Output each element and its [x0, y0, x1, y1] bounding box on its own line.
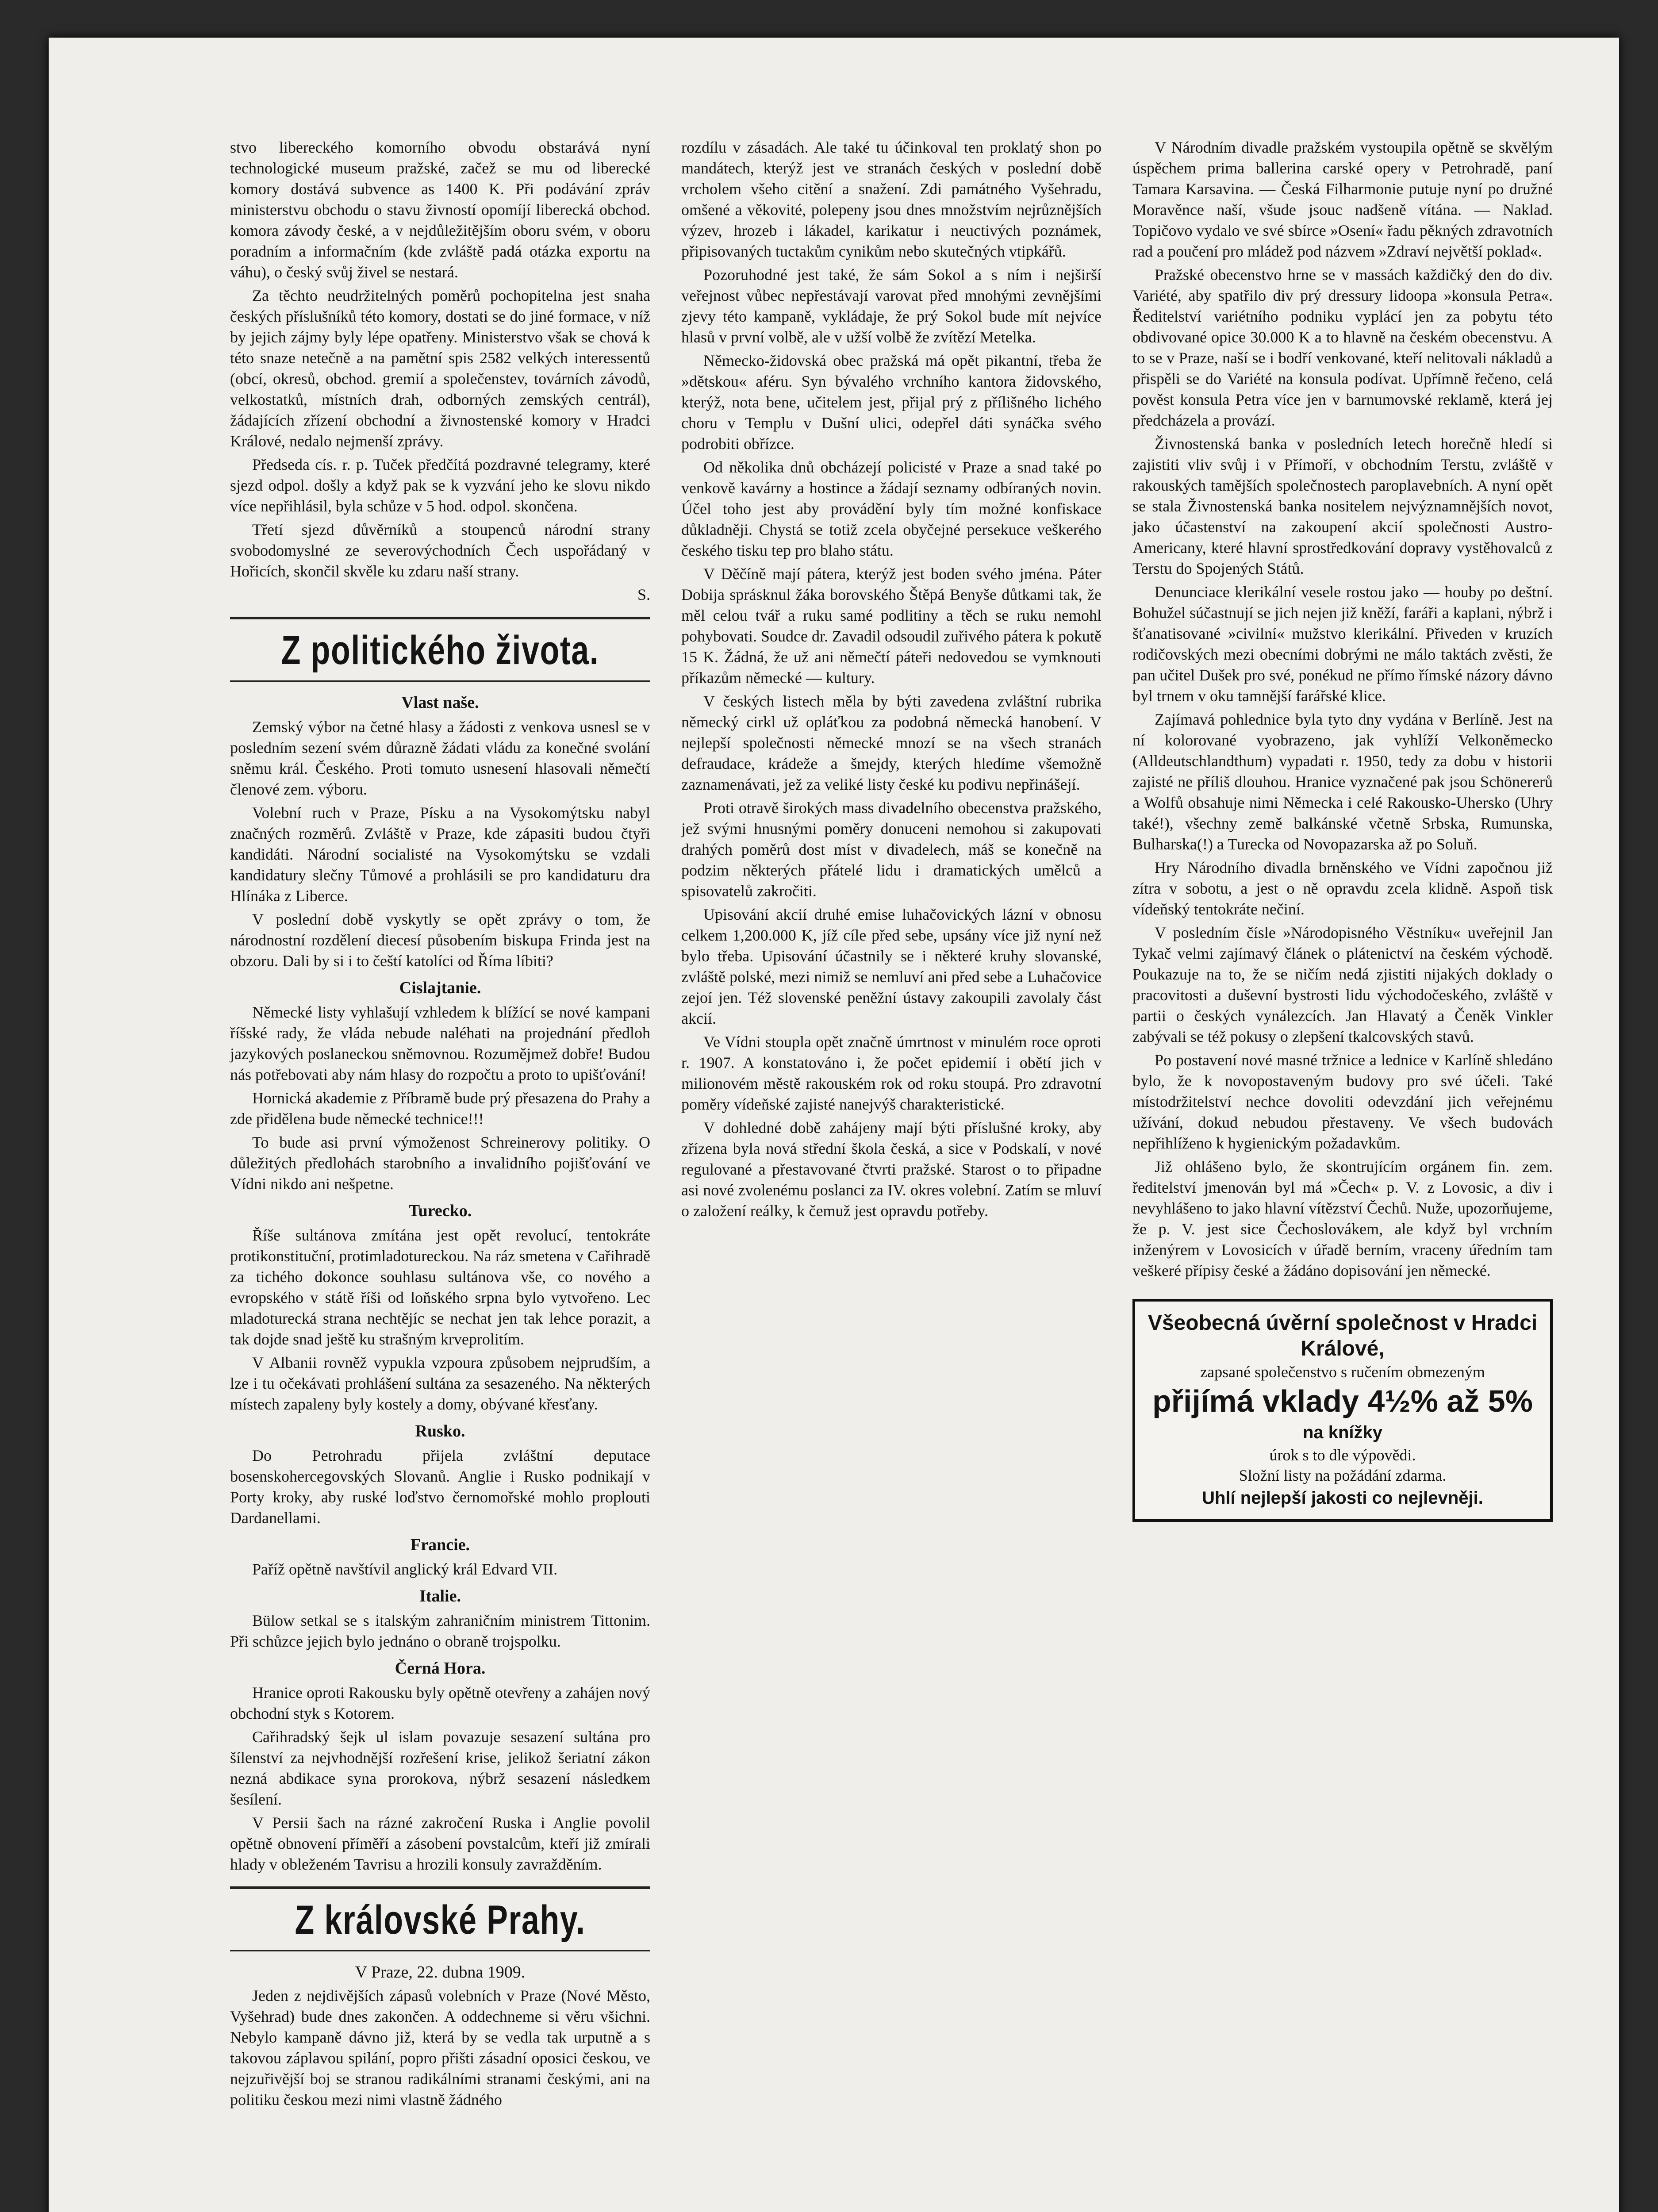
- paragraph: Předseda cís. r. p. Tuček předčítá pozdravné telegramy, které sjezd odpol. došly a když pak se k vyzvání jeho ke slovu nikdo více nepřihlásil, byla schůze v 5 hod. odpol. skončena.: [230, 456, 650, 515]
- ad-notice-line: úrok s to dle výpovědi.: [1269, 1446, 1416, 1464]
- paragraph: V Persii šach na rázné zakročení Ruska i Anglie povolil opětně obnovení příměří a zásobení povstalcům, kteří již zmírali hlady v obleženém Tavrisu a hrozili konsuly zavražděním.: [230, 1814, 650, 1873]
- paragraph: Od několika dnů obcházejí policisté v Praze a snad také po venkově kavárny a hostince a žádají seznamy odbíraných novin. Účel toho jest aby provádění byly tím možné konfiskace důkladněji. Chystá se totiž zcela obyčejné persekuce veškerého českého tisku tep pro blaho státu.: [681, 458, 1101, 559]
- paragraph: Cařihradský šejk ul islam povazuje sesazení sultána pro šílenství za nejvhodnější rozřešení krise, jelikož šeriatní zákon nezná abdikace syna prorokova, nýbrž sesazení následkem šesílení.: [230, 1728, 650, 1808]
- subsection-title: Italie.: [419, 1587, 461, 1605]
- paragraph: Pozoruhodné jest také, že sám Sokol a s ním i nejširší veřejnost vůbec nepřestávají varovat před mnohými zevnějšími zjevy této kampaně, vykládaje, že prý Sokol bude mít nejvíce hlasů v první volbě, ale v užší volbě že zvítězí Metelka.: [681, 266, 1101, 346]
- paragraph: Denunciace klerikální vesele rostou jako — houby po deštní. Bohužel súčastnují se jich nejen již kněží, faráři a kaplani, nýbrž i šťanatisované »civilní« mužstvo klerikální. Přiveden v kruzích rodičovských mezi obecními dobrými ne málo taktách zvěsti, že pan učitel Dušek pro své, ponékud ne přímo římské názory dávno byl trnem v oku tamnější farářské klice.: [1132, 583, 1553, 705]
- paragraph: Paříž opětně navštívil anglický král Edvard VII.: [252, 1560, 558, 1578]
- section-headline-prague: Z královské Prahy.: [295, 1897, 586, 1943]
- paragraph: V posledním čísle »Národopisného Věstníku« uveřejnil Jan Tykač velmi zajímavý článek o plátenictví na českém východě. Poukazuje na to, že se ničím nedá zjistiti nijakých doklady o pracovitosti a duševní bystrosti lidu východočeského, zvláště v partii o českých vynálezcích. Jan Hlavatý a Čeněk Vinkler zabývali se též pokusy o zlepšení tkalcovských stavů.: [1132, 924, 1553, 1045]
- subsection-title: Vlast naše.: [401, 693, 479, 712]
- paragraph: Do Petrohradu přijela zvláštní deputace bosenskohercegovských Slovanů. Anglie i Rusko podnikají v Porty kroky, aby ruské loďstvo černomořské mohlo proplouti Dardanellami.: [230, 1447, 650, 1527]
- paragraph: V Albanii rovněž vypukla vzpoura způsobem nejprudším, a lze i tu očekávati prohlášení sultána za sesazeného. Na některých místech zapaleny byly kostely a domy, obývané křesťany.: [230, 1354, 650, 1413]
- paragraph: Německé listy vyhlašují vzhledem k blížící se nové kampani říšské rady, že vláda nebude naléhati na projednání předloh jazykových poslaneckou sněmovnou. Rozumějmež dobře! Budou nás potřebovati aby nám hlasy do rozpočtu a proto to upišťování!: [230, 1003, 650, 1083]
- paragraph: Za těchto neudržitelných poměrů pochopitelna jest snaha českých příslušníků této komory, dostati se do jiné formace, v níž by jejich zájmy byly lépe opatřeny. Ministerstvo však se chová k této snaze netečně a na pamětní spis 2582 velkých interessentů (obcí, okresů, obchod. gremií a společenstev, továrních závodů, velkostatků, místních drah, odborných zemských centrál), žádajících zřízení obchodní a živnostenské komory v Hradci Králové, nedalo nejmenší zprávy.: [230, 287, 650, 450]
- column-2: [681, 137, 1101, 1224]
- ad-coal-line: Uhlí nejlepší jakosti co nejlevněji.: [1202, 1488, 1483, 1508]
- paragraph: Volební ruch v Praze, Písku a na Vysokomýtsku nabyl značných rozměrů. Zvláště v Praze, kde zápasiti budou čtyři kandidáti. Národní socialisté na Vysokomýtsku se vzdali kandidatury slečny Tůmové a prohlásili se pro kandidaturu dra Hlínáka z Liberce.: [230, 804, 650, 905]
- paragraph: Ve Vídni stoupla opět značně úmrtnost v minulém roce oproti r. 1907. A konstatováno i, že počet epidemií i obětí jich v milionovém městě rakouském rok od roku stoupá. Pro zdravotní poměry vídeňské zajisté nanejvýš charakteristické.: [681, 1033, 1101, 1113]
- paragraph: rozdílu v zásadách. Ale také tu účinkoval ten proklatý shon po mandátech, kterýž jest ve stranách českých v poslední době vrcholem všeho citění a snažení. Zdi památného Vyšehradu, omšené a věkovité, polepeny jsou dnes množstvím nejrůznějších výzev, hrozeb i lákadel, karikatur i neuctivých poznámek, připisovaných tuctakům cynikům nebo skutečných vtipkářů.: [681, 138, 1101, 260]
- paragraph: Říše sultánova zmítána jest opět revolucí, tentokráte protikonstituční, protimladotureckou. Na ráz smetena v Cařihradě za tichého dokonce souhlasu sultánova vše, co nového a evropského v státě říši od loňského srpna bylo vytvořeno. Lec mladoturecká strana nechtějíc se nechat jen tak lehce porazit, a tak dojde snad ještě ku strašným krveprolitím.: [230, 1226, 650, 1348]
- divider: [230, 680, 650, 682]
- section-headline-politics: Z politického života.: [281, 628, 599, 673]
- paragraph: Jeden z nejdivějších zápasů volebních v Praze (Nové Město, Vyšehrad) bude dnes zakončen. A oddechneme si věru všichni. Nebylo kampaně dávno již, která by se vedla tak urputně a s takovou záplavou spilání, popro přišti zásadní oposici českou, ve nejzuřivější boj se stranou radikálními stranami českými, ani na politiku českou mezi nimi vlastně žádného: [230, 1987, 650, 2108]
- paragraph: V českých listech měla by býti zavedena zvláštní rubrika německý cirkl už opláťkou za podobná německá hanobení. V nejlepší společnosti německé mnozí se na všech stranách defraudace, krádeže a šmejdy, kterých hledíme všemožně zaznamenávati, jež za veliké listy české ku podivu nepřinášejí.: [681, 692, 1101, 793]
- signature: S.: [637, 586, 650, 603]
- paragraph: Pražské obecenstvo hrne se v massách každičký den do div. Variété, aby spatřilo div prý dressury lidoopa »konsula Petra«. Ředitelství variétního podniku vyplácí jen za pobytu této obdivované opice 30.000 K a to hlavně na českém obecenstvu. A to se v Praze, naší se i bodří venkované, kteří nelitovali nákladů a přispěli se do Variété na konsula podívat. Upřímně řečeno, celá pověst konsula Petra více jen v barnumovské reklamě, která jej předcházela a provází.: [1132, 266, 1553, 429]
- paragraph: Zemský výbor na četné hlasy a žádosti z venkova usnesl se v posledním sezení svém důrazně žádati vládu za konečné svolání sněmu král. Českého. Proti tomuto usnesení hlasovali němečtí členové zem. výboru.: [230, 718, 650, 798]
- paragraph: Hranice oproti Rakousku byly opětně otevřeny a zahájen nový obchodní styk s Kotorem.: [230, 1684, 650, 1722]
- newspaper-page: [49, 38, 1619, 2212]
- paragraph: V dohledné době zahájeny mají býti příslušné kroky, aby zřízena byla nová střední škola česká, a sice v Podskalí, v nové regulované a přestavované čtvrti pražské. Starost o to připadne asi nové zvolenému poslanci za IV. okres volební. Zatím se mluví o založení reálky, k čemuž jest opravdu potřeby.: [681, 1119, 1101, 1220]
- ad-interest-line: přijímá vklady 4½% až 5%: [1152, 1384, 1533, 1418]
- paragraph: To bude asi první výmoženost Schreinerovy politiky. O důležitých předlohách starobního a invalidního pojišťování ve Vídni nikdo ani nešpetne.: [230, 1133, 650, 1193]
- subsection-title: Francie.: [410, 1536, 470, 1554]
- subsection-title: Černá Hora.: [395, 1659, 486, 1678]
- divider: [230, 1886, 650, 1889]
- column-1: [230, 137, 650, 2113]
- paragraph: Hry Národního divadla brněnského ve Vídni započnou již zítra v sobotu, a jest o ně opravdu zcela klidně. Aspoň tisk vídeňský tentokráte nečiní.: [1132, 859, 1553, 918]
- paragraph: V Národním divadle pražském vystoupila opětně se skvělým úspěchem prima ballerina carské opery v Petrohradě, paní Tamara Karsavina. — Česká Filharmonie putuje nyní po družné Moravěnce naší, všude jsouc nadšeně vítána. — Naklad. Topičovo vydalo ve své sbírce »Osení« řadu pěkných zdravotních rad a poučení pro mládež pod názvem »Zdraví největší poklad«.: [1132, 138, 1553, 260]
- paragraph: V Děčíně mají pátera, kterýž jest boden svého jména. Páter Dobija sprásknul žáka borovského Štěpá Benyše důtkami tak, že měl celou tvář a ruku samé podlitiny a těch se ruku nemohl pohybovati. Soudce dr. Zavadil odsoudil zuřivého pátera k pokutě 15 K. Žádná, že už ani němečtí páteři nedovedou se vymknouti příkazům německé — kultury.: [681, 565, 1101, 687]
- paragraph: Bülow setkal se s italským zahraničním ministrem Tittonim. Při schůzce jejich bylo jednáno o obraně trojspolku.: [230, 1612, 650, 1650]
- paragraph: Třetí sjezd důvěrníků a stoupenců národní strany svobodomyslné ze severovýchodních Čech uspořádaný v Hořicích, skončil skvěle ku zdaru naší strany.: [230, 521, 650, 580]
- dateline: V Praze, 22. dubna 1909.: [355, 1963, 526, 1982]
- bank-advertisement: [1132, 1299, 1553, 1522]
- subsection-title: Cislajtanie.: [399, 979, 481, 997]
- paragraph: stvo libereckého komorního obvodu obstarává nyní technologické museum pražské, začež se mu od liberecké komory dostává subvence as 1400 K. Při podávání zpráv ministerstvu obchodu o stavu živností opomíjí liberecká obchod. komora závody české, a v nejdůležitějším oboru svém, v oboru poradním a informačním (kde zvláště padá otázka exportu na váhu), o český svůj živel se nestará.: [230, 138, 650, 281]
- column-3: [1132, 137, 1553, 1522]
- paragraph: V poslední době vyskytly se opět zprávy o tom, že národnostní rozdělení diecesí působením biskupa Frinda jest na obzoru. Dali by si i to čeští katolíci od Říma líbiti?: [230, 910, 650, 970]
- subsection-title: Turecko.: [408, 1202, 472, 1220]
- ad-forms-line: Složní listy na požádání zdarma.: [1239, 1467, 1447, 1484]
- paragraph: Upisování akcií druhé emise luhačovických lázní v obnosu celkem 1,200.000 K, jíž cíle před sebe, upsány více již nyní než bylo třeba. Upisování účastnily se i některé kruhy slovanské, zvláště polské, mezi nimiž se nemluví ani před sebe a Luhačovice zejoí jen. Též slovenské peněžní ústavy zakoupili zavolaly část akcií.: [681, 906, 1101, 1027]
- paragraph: Již ohlášeno bylo, že skontrujícím orgánem fin. zem. ředitelství jmenován byl má »Čech« p. V. z Lovosic, a div i nevyhlášeno to jako hlavní vítězství Čechů. Nuže, upozorňujeme, že p. V. jest sice Čechoslovákem, ale když byl vrchním inženýrem v Lovosicích v úřadě berním, vraceny úředním tam veškeré přípisy české a žádáno dopisování jen německé.: [1132, 1158, 1553, 1279]
- divider: [230, 617, 650, 619]
- ad-books-line: na knížky: [1302, 1423, 1383, 1442]
- ad-title: Všeobecná úvěrní společnost v Hradci Králové,: [1148, 1311, 1538, 1360]
- paragraph: Po postavení nové masné tržnice a lednice v Karlíně shledáno bylo, že k novopostaveným budovy pro své účeli. Také místodržitelství nechce dovoliti odevzdání jich veřejnému užívání, dokud nebudou přestaveny. Ve všech budovách nepřihlíženo k hygienickým požadavkům.: [1132, 1051, 1553, 1152]
- divider: [230, 1950, 650, 1951]
- paragraph: Živnostenská banka v posledních letech horečně hledí si zajistiti vliv svůj i v Přímoří, v obchodním Terstu, zvláště v rakouských tamějších společnostech paroplavebních. A nyní opět se stala Živnostenská banka nositelem nejvýznamnějších novot, jako účastenství na zakoupení akcií společnosti Austro-Americany, které hlavní sprostředkování dopravy vystěhovalců z Terstu do Spojených Států.: [1132, 435, 1553, 577]
- paragraph: Hornická akademie z Příbramě bude prý přesazena do Prahy a zde přidělena bude německé technice!!!: [230, 1089, 650, 1128]
- subsection-title: Rusko.: [415, 1422, 465, 1440]
- ad-subtitle: zapsané společenstvo s ručením obmezeným: [1200, 1363, 1485, 1381]
- paragraph: Zajímavá pohlednice byla tyto dny vydána v Berlíně. Jest na ní kolorované vyobrazeno, jak vyhlíží Velkoněmecko (Alldeutschlandthum) vypadati r. 1950, tedy za dobu v historii zajisté ne příliš dlouhou. Hranice vyznačené pak jsou Schönererů a Wolfů obsahuje nimi Německa i celé Rakousko-Uhersko (Uhry také!), všechny země balkánské včetně Srbska, Rumunska, Bulharska(!) a Turecka od Novopazarska až po Soluň.: [1132, 710, 1553, 853]
- paragraph: Proti otravě širokých mass divadelního obecenstva pražského, jež svými hnusnými poměry donuceni nemohou si zakupovati drahých poměrů dost míst v divadelech, máš se konečně na podzim některých přátelé lidu i dramatických umělců a spisovatelů zakročiti.: [681, 799, 1101, 900]
- paragraph: Německo-židovská obec pražská má opět pikantní, třeba že »dětskou« aféru. Syn bývalého vrchního kantora židovského, kterýž, nota bene, učitelem jest, přijal prý z přílišného lichého choru v Templu v Dušní ulici, odepřel dáti synáčka svého podrobiti obřízce.: [681, 352, 1101, 453]
